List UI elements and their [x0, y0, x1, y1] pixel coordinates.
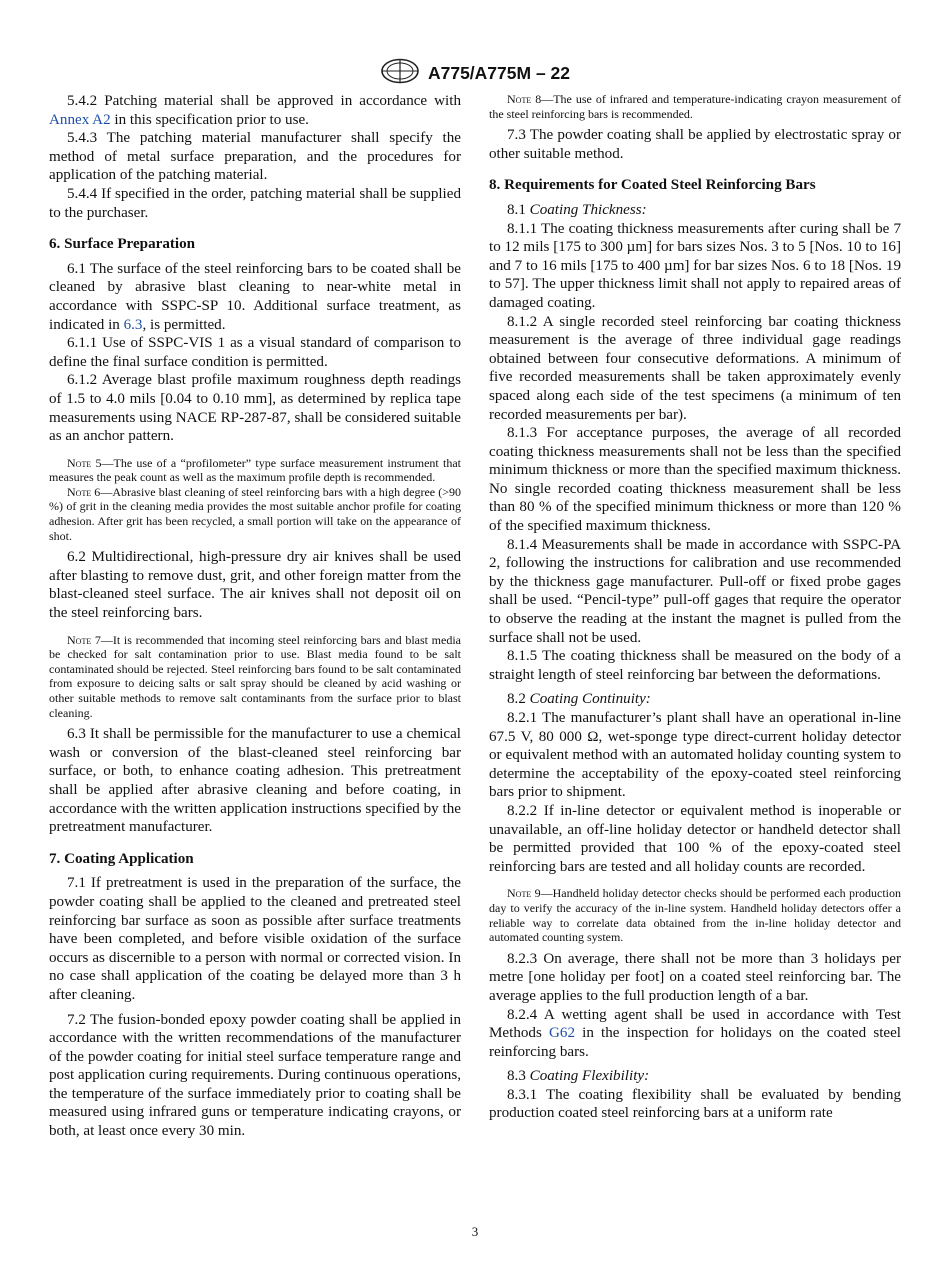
section-7-3: 7.3 The powder coating shall be applied by electrostatic spray or other suitable method. — [489, 127, 901, 162]
section-8-1-4: 8.1.4 Measurements shall be made in accordance with SSPC-PA 2, following the instructions for calibration and use recommended by the thickness gage manufacturer. Pull-off or fixed probe gages shall be used. “Pencil-type” pull-off gages that require the operator to observe the reading at the instant the magnet is pulled from the surface shall not be used. — [489, 536, 901, 646]
section-8-2-2: 8.2.2 If in-line detector or equivalent method is inoperable or unavailable, an off-line holiday detector or handheld detector shall be permitted provided that 100 % of the epoxy-coated steel reinforcing bars are tested and all holiday counts are recorded. — [489, 802, 901, 875]
right-column — [489, 92, 901, 1123]
document-designation: A775/A775M – 22 — [427, 63, 571, 83]
section-5-4-2: 5.4.2 Patching material shall be approved in accordance with Annex A2 in this specification prior to use. — [49, 93, 461, 128]
heading-8-requirements: 8. Requirements for Coated Steel Reinforcing Bars — [489, 177, 816, 194]
section-8-1-2: 8.1.2 A single recorded steel reinforcing bar coating thickness measurement is the average of three individual gage readings obtained between four consecutive deformations. A minimum of five recorded measurements shall be taken approximately evenly spaced along each side of the test specimens (a minimum of ten recorded measurements per bar). — [489, 313, 901, 423]
section-6-1-2: 6.1.2 Average blast profile maximum roughness depth readings of 1.5 to 4.0 mils [0.04 to 0.10 mm], as determined by replica tape measurements using NACE RP-287-87, shall be considered suitable as an anchor pattern. — [49, 372, 461, 445]
section-8-2-1: 8.2.1 The manufacturer’s plant shall have an operational in-line 67.5 V, 80 000 Ω, wet-sponge type direct-current holiday detector or equivalent method with an automated holiday counting system to determine the acceptability of the epoxy-coated steel reinforcing bars prior to shipment. — [489, 710, 901, 801]
note-6: Note 6—Abrasive blast cleaning of steel reinforcing bars with a high degree (>90 %) of grit in the cleaning media provides the most suitable anchor profile for coating adhesion. After grit has been recycled, a small portion will take on the appearance of shot. — [49, 484, 461, 543]
note-9: Note 9—Handheld holiday detector checks should be performed each production day to verify the accuracy of the in-line system. Handheld holiday detectors offer a reliable way to correlate data obtained from the in-line holiday detector and automated counting system. — [489, 886, 902, 945]
page-header — [0, 58, 950, 89]
g62-link[interactable]: G62 — [549, 1025, 575, 1042]
section-8-2: 8.2 Coating Continuity: — [507, 691, 651, 708]
section-8-1-3: 8.1.3 For acceptance purposes, the average of all recorded coating thickness measurements shall not be less than the specified minimum thickness or more than the specified maximum thickness. No single recorded coating thickness measurement shall be less than 80 % of the specified minimum thickness or more than 120 % of the specified maximum thickness. — [489, 425, 901, 535]
section-8-1-1: 8.1.1 The coating thickness measurements after curing shall be 7 to 12 mils [175 to 300 µm] for bars sizes Nos. 3 to 5 [Nos. 10 to 16] and 7 to 16 mils [175 to 400 µm] for bar sizes Nos. 6 to 18 [Nos. 19 to 57]. The upper thickness limit shall not apply to repaired areas of damaged coating. — [489, 220, 901, 311]
section-8-3-1: 8.3.1 The coating flexibility shall be evaluated by bending production coated steel reinforcing bars at a uniform rate — [489, 1086, 901, 1122]
section-5-4-3: 5.4.3 The patching material manufacturer shall specify the method of metal surface preparation, and the procedures for application of the patching material. — [49, 130, 461, 184]
heading-7-coating-application: 7. Coating Application — [49, 850, 194, 867]
section-8-2-3: 8.2.3 On average, there shall not be more than 3 holidays per metre [one holiday per foot] on a coated steel reinforcing bar. The average applies to the full production length of a bar. — [489, 950, 901, 1004]
section-6-1-1: 6.1.1 Use of SSPC-VIS 1 as a visual standard of comparison to define the final surface condition is permitted. — [49, 335, 461, 370]
note-8: Note 8—The use of infrared and temperature-indicating crayon measurement of the steel reinforcing bars is recommended. — [489, 92, 901, 121]
page-number: 3 — [471, 1224, 479, 1239]
section-6-1: 6.1 The surface of the steel reinforcing bars to be coated shall be cleaned by abrasive blast cleaning to near-white metal in accordance with SSPC-SP 10. Additional surface treatment, as indicated in 6.3, is permitted. — [49, 260, 461, 333]
section-7-2: 7.2 The fusion-bonded epoxy powder coating shall be applied in accordance with the written recommendations of the manufacturer of the powder coating for initial steel surface temperature range and post application curing requirements. During continuous operations, the temperature of the surface immediately prior to coating shall be measured using infrared guns or temperature indicating crayons, or both, at least once every 30 min. — [49, 1011, 461, 1140]
section-6-3: 6.3 It shall be permissible for the manufacturer to use a chemical wash or conversion of the blast-cleaned steel reinforcing bar surface, or both, to enhance coating adhesion. This pretreatment shall be applied after abrasive cleaning and before coating, in accordance with the written application instructions specified by the pretreatment manufacturer. — [49, 726, 461, 836]
heading-6-surface-preparation: 6. Surface Preparation — [49, 236, 196, 253]
section-8-1-5: 8.1.5 The coating thickness shall be measured on the body of a straight length of steel reinforcing bar between the deformations. — [489, 648, 901, 683]
section-6-2: 6.2 Multidirectional, high-pressure dry air knives shall be used after blasting to remove dust, grit, and other foreign matter from the blast-cleaned steel surface. The air knives shall not deposit oil on the steel reinforcing bars. — [49, 549, 461, 622]
section-8-2-4: 8.2.4 A wetting agent shall be used in accordance with Test Methods G62 in the inspection for holidays on the coated steel reinforcing bars. — [489, 1006, 901, 1060]
note-7: Note 7—It is recommended that incoming steel reinforcing bars and blast media be checked for salt contamination prior to use. Blast media found to be salt contaminated should be rejected. Steel reinforcing bars found to be salt contaminated from exposure to deicing salts or salt spray should be cleaned by acid washing or other suitable methods to remove salt contaminants from the surface prior to blast cleaning. — [49, 632, 461, 720]
section-8-1: 8.1 Coating Thickness: — [507, 201, 647, 218]
astm-logo-icon — [380, 58, 420, 89]
left-column — [49, 92, 461, 1141]
section-5-4-4: 5.4.4 If specified in the order, patching material shall be supplied to the purchaser. — [49, 185, 461, 221]
section-6-3-link[interactable]: 6.3 — [123, 316, 143, 333]
section-7-1: 7.1 If pretreatment is used in the preparation of the surface, the powder coating shall be applied to the cleaned and pretreated steel reinforcing bar surface as soon as possible after surface treatments have been completed, and before visible oxidation of the surface occurs as discernible to a person with normal or corrected vision. In no case shall application of the coating be delayed more than 3 h after cleaning. — [49, 875, 461, 1003]
section-8-3: 8.3 Coating Flexibility: — [507, 1068, 650, 1085]
annex-a2-link[interactable]: Annex A2 — [49, 111, 111, 128]
note-5: Note 5—The use of a “profilometer” type surface measurement instrument that measures the peak count as well as the maximum profile depth is recommended. — [49, 455, 462, 485]
